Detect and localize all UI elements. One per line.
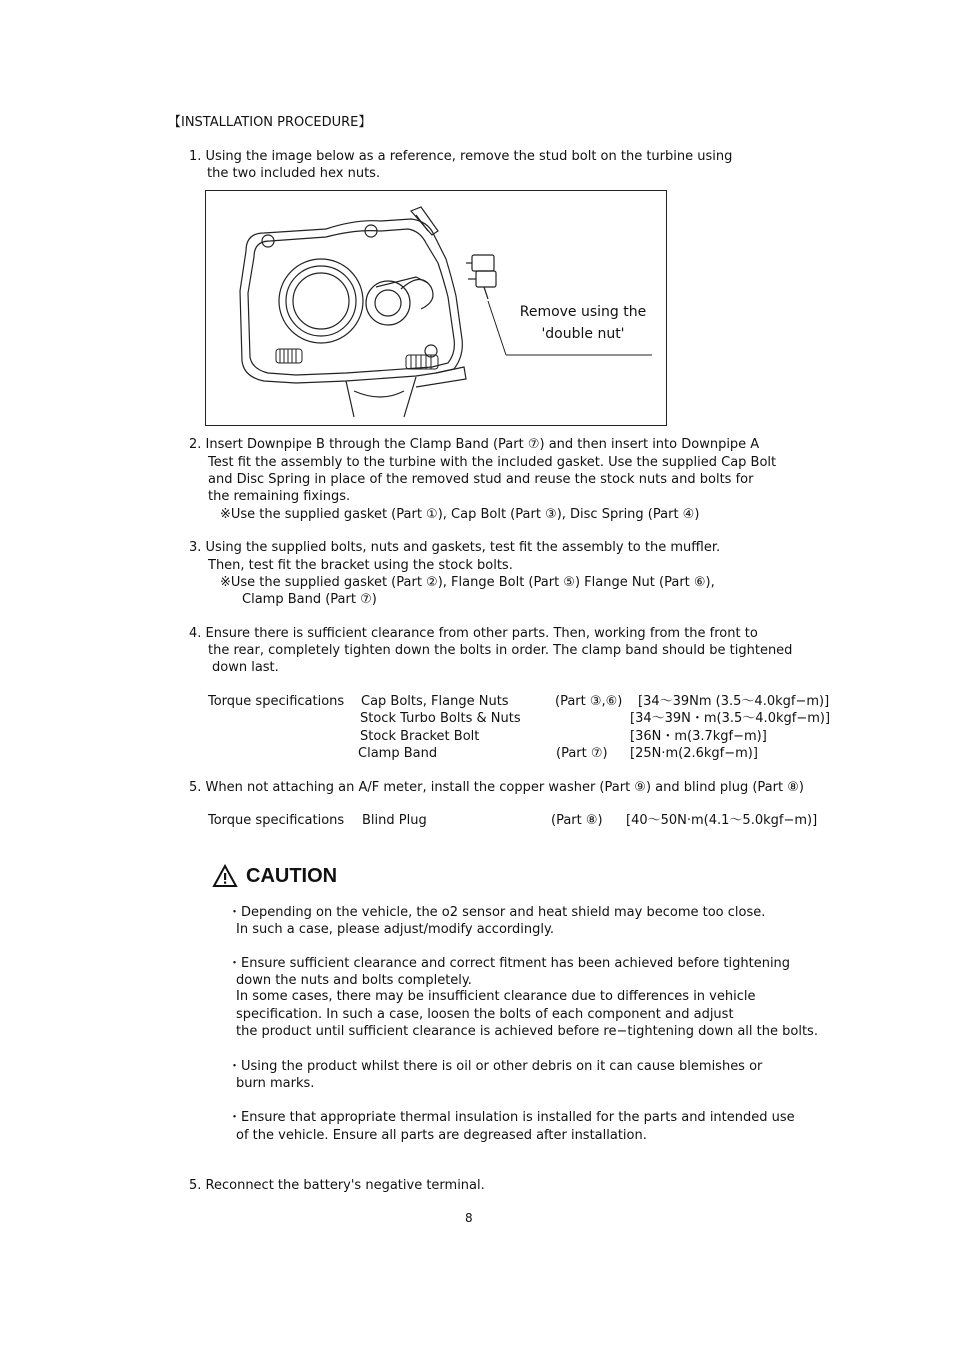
caution-bullet: ・Ensure that appropriate thermal insulation is installed for the parts and intended use (228, 1110, 795, 1125)
torque-value: [34〜39N・m(3.5〜4.0kgf−m)] (630, 711, 831, 726)
torque-label: Torque specifications (208, 694, 345, 709)
step3-note1: ※Use the supplied gasket (Part ②), Flange Bolt (Part ⑤) Flange Nut (Part ⑥), (220, 575, 715, 590)
caution-title: CAUTION (246, 865, 338, 887)
step2-line1: 2. Insert Downpipe B through the Clamp Band (Part ⑦) and then insert into Downpipe A (189, 437, 760, 452)
step2-line4: the remaining fixings. (208, 489, 351, 504)
step4-line1: 4. Ensure there is sufficient clearance from other parts. Then, working from the front to (189, 626, 758, 641)
step3-line2: Then, test fit the bracket using the stock bolts. (208, 558, 513, 573)
final-step: 5. Reconnect the battery's negative terminal. (189, 1178, 485, 1193)
caution-text: In some cases, there may be insufficient clearance due to differences in vehicle (236, 989, 756, 1004)
page-number: 8 (465, 1211, 473, 1225)
step1-line1: 1. Using the image below as a reference, remove the stud bolt on the turbine using (189, 149, 733, 164)
caution-bullet: ・Ensure sufficient clearance and correct fitment has been achieved before tightening (228, 956, 791, 971)
step3-line1: 3. Using the supplied bolts, nuts and gaskets, test fit the assembly to the muffler. (189, 540, 721, 555)
caution-text: burn marks. (236, 1076, 315, 1091)
caution-bullet: ・Using the product whilst there is oil or other debris on it can cause blemishes or (228, 1059, 763, 1074)
caution-bullet: ・Depending on the vehicle, the o2 sensor and heat shield may become too close. (228, 905, 766, 920)
step2-line3: and Disc Spring in place of the removed stud and reuse the stock nuts and bolts for (208, 472, 754, 487)
torque-item: Stock Bracket Bolt (360, 729, 480, 744)
step4-line3: down last. (212, 660, 279, 675)
torque-label: Torque specifications (208, 813, 345, 828)
step1-line2: the two included hex nuts. (207, 166, 381, 181)
step4-line2: the rear, completely tighten down the bolts in order. The clamp band should be tightened (208, 643, 793, 658)
torque-value: [36N・m(3.7kgf−m)] (630, 729, 767, 744)
step2-note: ※Use the supplied gasket (Part ①), Cap Bolt (Part ③), Disc Spring (Part ④) (220, 507, 700, 522)
torque-item: Cap Bolts, Flange Nuts (361, 694, 509, 709)
torque-value: [40〜50N·m(4.1〜5.0kgf−m)] (626, 813, 818, 828)
callout-line2: 'double nut' (541, 326, 625, 342)
warning-icon (212, 864, 238, 888)
torque-item: Clamp Band (358, 746, 438, 761)
torque-part: (Part ⑧) (551, 813, 603, 828)
torque-item: Blind Plug (362, 813, 427, 828)
step3-note2: Clamp Band (Part ⑦) (242, 592, 377, 607)
turbine-figure (205, 190, 667, 426)
caution-text: the product until sufficient clearance is achieved before re−tightening down all the bolts. (236, 1024, 818, 1039)
torque-part: (Part ③,⑥) (555, 694, 623, 709)
caution-text: of the vehicle. Ensure all parts are degreased after installation. (236, 1128, 647, 1143)
caution-text: down the nuts and bolts completely. (236, 973, 472, 988)
step2-line2: Test fit the assembly to the turbine with the included gasket. Use the supplied Cap Bolt (208, 455, 777, 470)
torque-part: (Part ⑦) (556, 746, 608, 761)
caution-text: In such a case, please adjust/modify accordingly. (236, 922, 554, 937)
callout-line1: Remove using the (519, 304, 647, 320)
torque-item: Stock Turbo Bolts & Nuts (360, 711, 521, 726)
step5-line: 5. When not attaching an A/F meter, install the copper washer (Part ⑨) and blind plug (Part ⑧) (189, 780, 804, 795)
section-title: 【INSTALLATION PROCEDURE】 (168, 115, 372, 130)
caution-text: specification. In such a case, loosen the bolts of each component and adjust (236, 1007, 734, 1022)
torque-value: [34〜39Nm (3.5〜4.0kgf−m)] (638, 694, 830, 709)
torque-value: [25N·m(2.6kgf−m)] (630, 746, 758, 761)
